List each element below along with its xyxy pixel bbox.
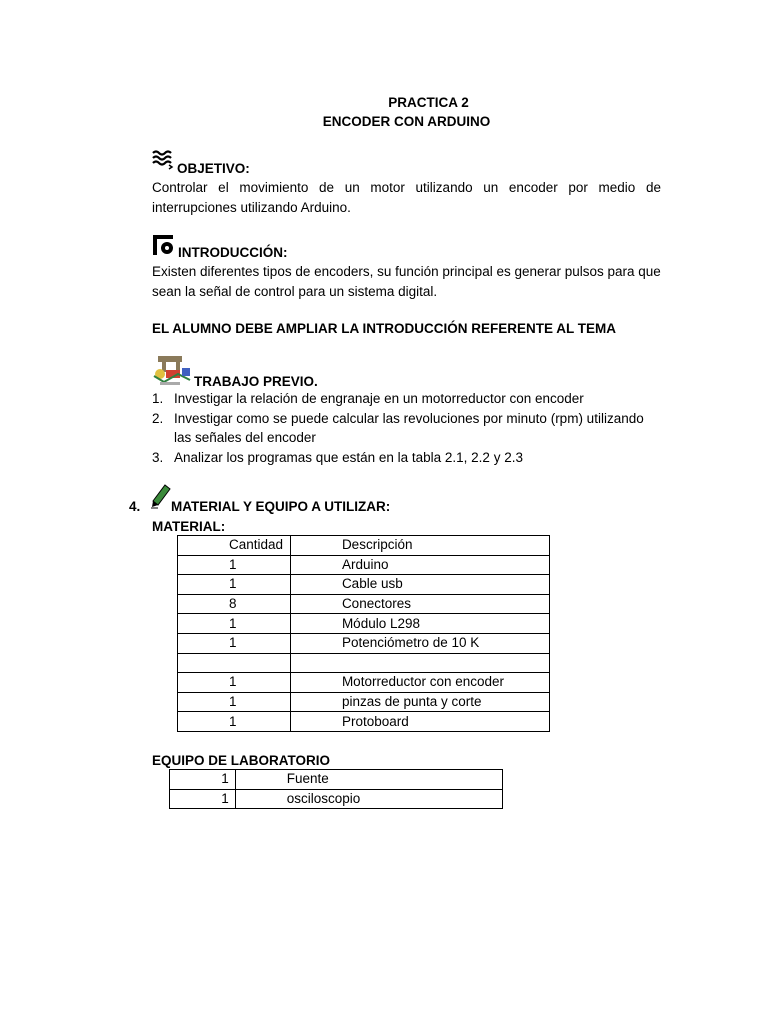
introduccion-text: Existen diferentes tipos de encoders, su función principal es generar pulsos para que sean la señal de control para un sistema digital. bbox=[152, 264, 661, 299]
cell-cantidad: 1 bbox=[170, 789, 236, 809]
table-row bbox=[178, 712, 550, 732]
material-label: MATERIAL: bbox=[152, 519, 226, 534]
list-item bbox=[152, 448, 661, 468]
cell-descripcion: Potenciómetro de 10 K bbox=[290, 633, 549, 653]
cell-cantidad: 1 bbox=[178, 692, 291, 712]
ampliar-note: EL ALUMNO DEBE AMPLIAR LA INTRODUCCIÓN REFERENTE AL TEMA bbox=[152, 321, 616, 336]
material-equipo-heading: MATERIAL Y EQUIPO A UTILIZAR: bbox=[171, 499, 391, 514]
table-row bbox=[170, 770, 503, 790]
cell-cantidad bbox=[178, 653, 291, 673]
header-cantidad: Cantidad bbox=[178, 536, 291, 556]
equipo-table bbox=[169, 769, 503, 809]
page-subtitle bbox=[0, 112, 768, 131]
equipo-label: EQUIPO DE LABORATORIO bbox=[152, 753, 331, 768]
list-text: Investigar como se puede calcular las revoluciones por minuto (rpm) utilizando las señales del encoder bbox=[174, 410, 644, 445]
list-item bbox=[152, 389, 661, 409]
cell-descripcion: osciloscopio bbox=[235, 789, 502, 809]
list-number: 2. bbox=[152, 410, 164, 426]
table-row bbox=[178, 692, 550, 712]
cell-descripcion: Fuente bbox=[235, 770, 502, 790]
cell-descripcion: Conectores bbox=[290, 594, 549, 614]
cell-cantidad: 1 bbox=[178, 614, 291, 634]
header-descripcion: Descripción bbox=[290, 536, 549, 556]
table-row bbox=[178, 594, 550, 614]
table-row bbox=[178, 653, 550, 673]
cell-descripcion: pinzas de punta y corte bbox=[290, 692, 549, 712]
list-number: 3. bbox=[152, 449, 164, 465]
table-row bbox=[178, 633, 550, 653]
cell-descripcion: Cable usb bbox=[290, 575, 549, 595]
trabajo-previo-list bbox=[152, 389, 661, 467]
cell-descripcion: Motorreductor con encoder bbox=[290, 673, 549, 693]
list-item bbox=[152, 409, 661, 448]
cell-cantidad: 1 bbox=[178, 555, 291, 575]
cell-descripcion: Protoboard bbox=[290, 712, 549, 732]
table-row bbox=[178, 614, 550, 634]
cell-descripcion: Arduino bbox=[290, 555, 549, 575]
table-row bbox=[178, 575, 550, 595]
list-text: Analizar los programas que están en la tabla 2.1, 2.2 y 2.3 bbox=[174, 449, 523, 465]
title-line-2: ENCODER CON ARDUINO bbox=[322, 114, 491, 129]
table-header-row bbox=[178, 536, 550, 556]
trabajo-previo-heading: TRABAJO PREVIO. bbox=[194, 374, 318, 389]
pencil-icon bbox=[150, 483, 172, 509]
cell-descripcion bbox=[290, 653, 549, 673]
table-row bbox=[178, 555, 550, 575]
workbench-icon bbox=[152, 354, 192, 388]
cell-descripcion: Módulo L298 bbox=[290, 614, 549, 634]
introduccion-heading: INTRODUCCIÓN: bbox=[178, 245, 288, 260]
table-row bbox=[170, 789, 503, 809]
waves-icon bbox=[152, 149, 174, 171]
page-title bbox=[0, 93, 768, 112]
cell-cantidad: 1 bbox=[178, 712, 291, 732]
list-text: Investigar la relación de engranaje en un motorreductor con encoder bbox=[174, 391, 584, 406]
table-row bbox=[178, 673, 550, 693]
cell-cantidad: 8 bbox=[178, 594, 291, 614]
gear-icon bbox=[152, 234, 176, 256]
material-table bbox=[177, 535, 550, 732]
cell-cantidad: 1 bbox=[178, 575, 291, 595]
section-number: 4. bbox=[129, 499, 141, 514]
cell-cantidad: 1 bbox=[170, 770, 236, 790]
objetivo-heading: OBJETIVO: bbox=[177, 161, 250, 176]
list-number: 1. bbox=[152, 391, 164, 406]
objetivo-text: Controlar el movimiento de un motor utilizando un encoder por medio de interrupciones utilizando Arduino. bbox=[152, 180, 661, 215]
title-line-1: PRACTICA 2 bbox=[388, 95, 469, 110]
cell-cantidad: 1 bbox=[178, 633, 291, 653]
cell-cantidad: 1 bbox=[178, 673, 291, 693]
